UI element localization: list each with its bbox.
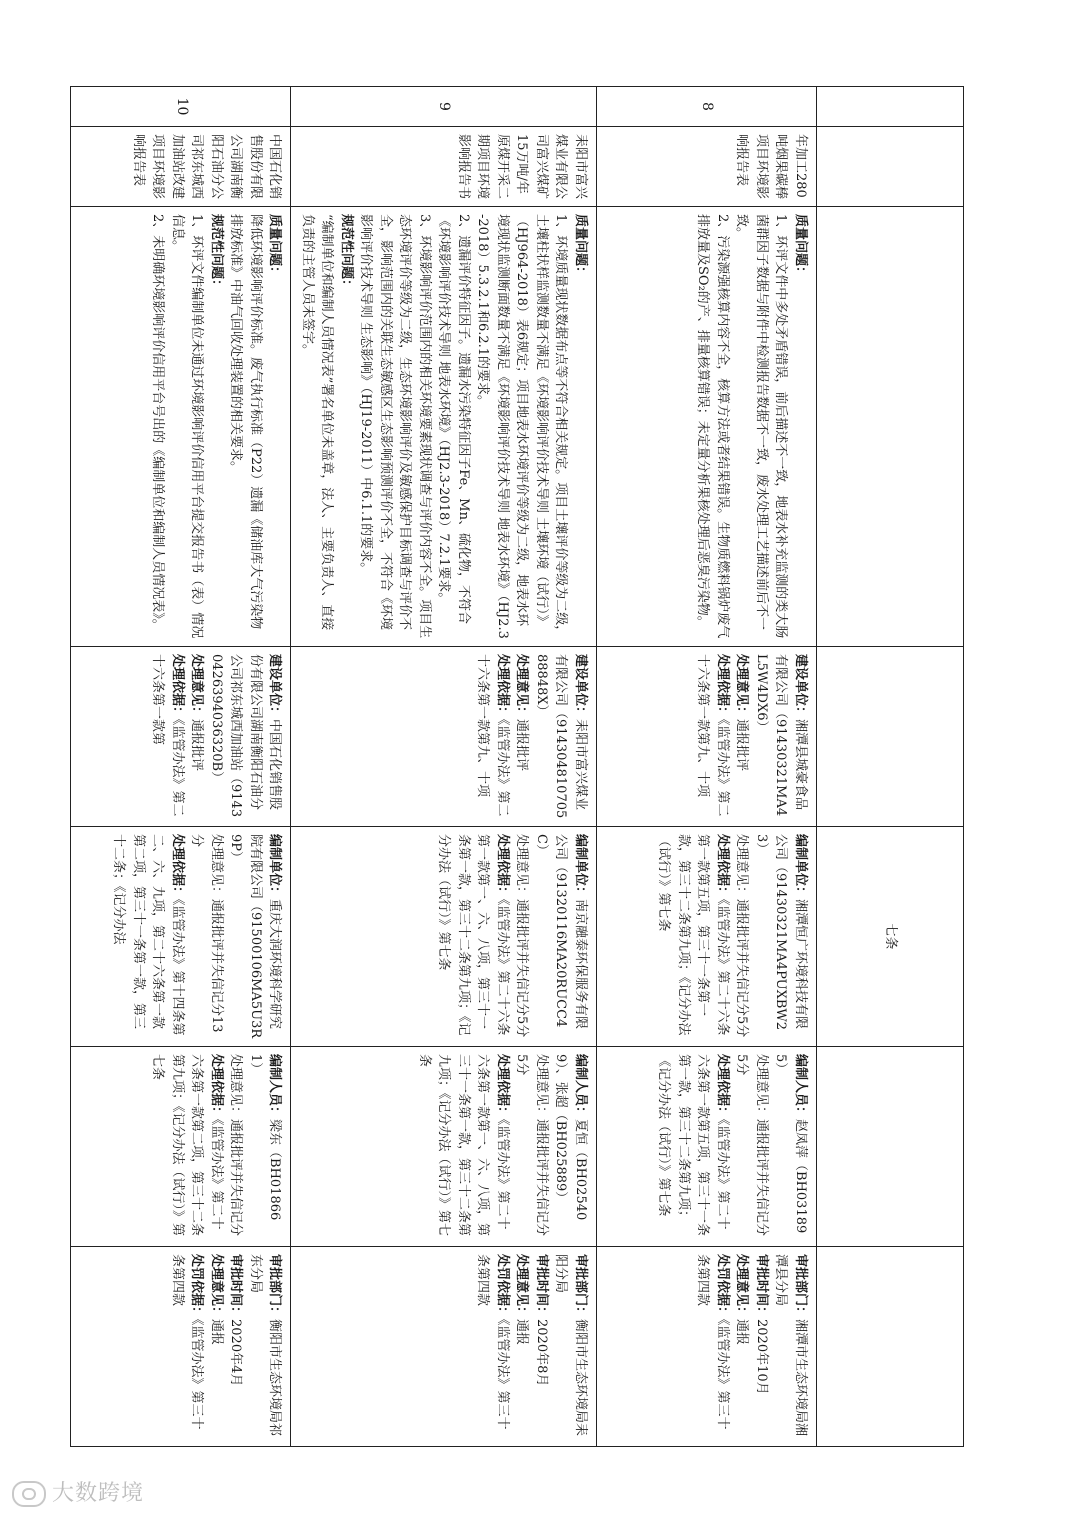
compiler-person-score: 处理意见：通报批评并失信记分 (228, 1054, 244, 1237)
builder-name: 中国石化销售股份有限公司湖南衡阳石油分公司祁东城西加油站（91430426394036320B） (209, 654, 283, 818)
compiler-org-name: 重庆大润环境科学研究院有限公司（91500106MA5U3R9P） (228, 834, 283, 1039)
builder-opinion: 通报批评 (514, 719, 530, 772)
builder-cell (597, 647, 817, 827)
cell-blank (817, 207, 964, 647)
approval-cell (71, 1247, 291, 1447)
approval-time-label: 审批时间： (754, 1254, 769, 1320)
builder-cell (291, 647, 597, 827)
compiler-person-basis-label: 处理依据： (715, 1054, 730, 1120)
watermark-text: 大数跨境 (52, 1481, 145, 1506)
compiler-person-name: 梁东（BH018661） (248, 1054, 283, 1221)
builder-basis-label: 处理依据： (495, 654, 510, 720)
compiler-person-score: 处理意见：通报批评并失信记分5分 (514, 1054, 549, 1237)
compiler-person-label: 编制人员： (267, 1054, 283, 1120)
row-number: 9 (291, 87, 597, 127)
compiler-org-cell (291, 827, 597, 1047)
quality-item: 2、污染源强核算内容不全，核算方法或者结果错误。生物质燃料锅炉废气排放量及SO₂的产、排量核算错误；未定量分析果核处理后恶臭污染物。 (695, 214, 730, 639)
cell-blank (817, 127, 964, 207)
compiler-org-basis: 《监管办法》第二十六条第一款第一、六、八项，第三十一条第一款，第三十二条第九项；《记分办法（试行）》第七条 (436, 834, 510, 1036)
compiler-org-score: 处理意见：通报批评并失信记分13分 (189, 834, 224, 1033)
approval-dept: 衡阳市生态环境局耒阳分局 (553, 1254, 588, 1437)
issues-cell (291, 207, 597, 647)
row-number: 10 (71, 87, 291, 127)
standard-item: 1、环评文件编制单位未通过环境影响评价信用平台提交报告书（表）情况信息。 (170, 214, 205, 639)
quality-item: 3、环境影响评价范围内的相关环境要素现状调查与评价内容不全。项目生态环境评价等级为二级，生态环境影响评价及敏感保护目标调查与评价不全，影响范围内的关联生态敏感区生态影响预测评价不全，不符合《环境影响评价技术导则 生态影响》（HJ19-2011）中6.1.1的要求。 (358, 214, 432, 639)
approval-opinion: 通报 (734, 1319, 750, 1346)
quality-item: 降低环境影响评价标准。废气执行标准（P22）遗漏《储油库大气污染物排放标准》中油气回收处理装置的相关要求。 (228, 214, 263, 630)
builder-cell (71, 647, 291, 827)
compiler-org-basis: 《监管办法》第二十六条第一款第五项，第三十一条第一款，第三十二条第九项；《记分办法（试行）》第七条 (656, 834, 730, 1036)
table-row (817, 87, 964, 1447)
cell-blank (817, 647, 964, 827)
compiler-org-label: 编制单位： (793, 834, 808, 900)
compiler-person-cell (291, 1047, 597, 1247)
column-header: 七条 (882, 923, 898, 950)
compiler-org-cell (71, 827, 291, 1047)
compiler-person-basis: 《监管办法》第二十六条第一款第五项，第三十一条第一款，第三十二条第九项；《记分办法（试行）》第七条 (656, 1054, 730, 1237)
approval-basis-label: 处罚依据： (715, 1254, 730, 1320)
approval-basis: 《监管办法》第三十条第四款 (475, 1254, 510, 1430)
builder-label: 建设单位： (793, 654, 808, 720)
quality-title: 质量问题： (267, 214, 283, 280)
compiler-person-label: 编制人员： (793, 1054, 808, 1120)
approval-opinion-label: 处理意见： (514, 1254, 530, 1320)
builder-opinion: 通报批评 (734, 719, 750, 772)
compiler-person-name: 夏恒（BH025409）、张超（BH025889） (553, 1054, 588, 1221)
builder-basis: 《监管办法》第二十六条第一款第九、十项 (475, 654, 510, 817)
approval-time: 2020年4月 (228, 1319, 244, 1387)
compiler-org-basis: 《监管办法》第十四条第二、六、九项，第二十六条第一款第二项，第三十一条第一款，第三十二条；《记分办法 (111, 834, 185, 1036)
compiler-org-label: 编制单位： (267, 834, 283, 900)
compiler-person-basis: 《监管办法》第二十六条第一款第二项，第三十二条第九项；《记分办法（试行）》第七条 (150, 1054, 224, 1237)
column-header-cell (817, 827, 964, 1047)
builder-label: 建设单位： (267, 654, 283, 720)
quality-title: 质量问题： (793, 214, 808, 280)
row-number: 8 (597, 87, 817, 127)
logo-icon (12, 1481, 46, 1507)
builder-basis: 《监管办法》第二十六条第一款第九、十项 (695, 654, 730, 817)
standard-title: 规范性问题： (209, 214, 224, 293)
watermark (12, 1476, 144, 1507)
compiler-org-score: 处理意见：通报批评并失信记分5分 (514, 834, 530, 1038)
builder-opinion-label: 处理意见： (734, 654, 750, 720)
cell-blank (817, 1047, 964, 1247)
approval-opinion-label: 处理意见： (209, 1254, 224, 1320)
approval-opinion: 通报 (514, 1319, 530, 1346)
approval-dept: 衡阳市生态环境局祁东分局 (248, 1254, 283, 1437)
compiler-person-basis-label: 处理依据： (495, 1054, 510, 1120)
builder-opinion-label: 处理意见： (189, 654, 205, 720)
project-name: 年加工280吨烟果碳棒项目环境影响报告表 (597, 127, 817, 207)
quality-item: 1、环境质量现状数据布点等不符合相关规定。项目土壤评价等级为二级，土壤柱状样监测数量不满足《环境影响评价技术导则 土壤环境（试行）》（HJ964-2018）表6规定；项目地表水环境评价等级为二级，地表水环境现状监测断面数量不满足《环境影响评价技术导则 地表水环境》（HJ2.3-2018）5.3.2.1和6.2.1的要求。 (475, 214, 569, 639)
cell-blank (817, 87, 964, 127)
approval-cell (597, 1247, 817, 1447)
compiler-org-name: 南京融泰环保服务有限公司（91320116MA20RUCC4C） (534, 834, 588, 1030)
issues-cell (71, 207, 291, 647)
standard-item: 2、未明确环境影响评价信用平台号出的《编制单位和编制人员情况表》。 (150, 214, 166, 632)
compiler-org-cell (597, 827, 817, 1047)
approval-opinion: 通报 (209, 1319, 224, 1346)
compiler-person-cell (71, 1047, 291, 1247)
standard-title: 规范性问题： (339, 214, 354, 293)
violations-table (71, 86, 965, 1447)
compiler-person-label: 编制人员： (573, 1054, 588, 1120)
builder-name: 耒阳市富兴煤业有限公司（91430481070588848X） (534, 654, 588, 819)
approval-time: 2020年10月 (754, 1319, 769, 1395)
approval-basis-label: 处罚依据： (189, 1254, 205, 1320)
project-name: 耒阳市富兴煤业有限公司富兴煤矿15万吨/年原煤开采二期项目环境影响报告书 (291, 127, 597, 207)
compiler-person-basis: 《监管办法》第二十六条第一款第一、六、八项，第三十一条第一款，第三十二条第九项；《记分办法（试行）》第七条 (417, 1054, 510, 1237)
compiler-org-label: 编制单位： (573, 834, 588, 900)
approval-time-label: 审批时间： (228, 1254, 244, 1320)
builder-basis: 《监管办法》第二十六条第一款第 (150, 654, 185, 817)
rotated-table-page (111, 86, 964, 1446)
builder-label: 建设单位： (573, 654, 588, 720)
approval-basis: 《监管办法》第三十条第四款 (170, 1254, 205, 1430)
approval-time: 2020年8月 (534, 1319, 549, 1387)
builder-basis-label: 处理依据： (170, 654, 185, 720)
approval-dept-label: 审批部门： (793, 1254, 808, 1320)
compiler-person-score: 处理意见：通报批评并失信记分5分 (734, 1054, 769, 1237)
builder-basis-label: 处理依据： (715, 654, 730, 720)
compiler-person-cell (597, 1047, 817, 1247)
compiler-org-name: 湘潭恒广环境科技有限公司（91430321MA4PUXBW23） (754, 834, 808, 1031)
approval-basis-label: 处罚依据： (495, 1254, 510, 1320)
approval-opinion-label: 处理意见： (734, 1254, 750, 1320)
table-row (291, 87, 597, 1447)
approval-cell (291, 1247, 597, 1447)
compiler-org-score: 处理意见：通报批评并失信记分5分 (734, 834, 750, 1038)
builder-opinion: 通报批评 (189, 719, 205, 772)
approval-dept-label: 审批部门： (573, 1254, 588, 1320)
builder-name: 湘潭县城豪食品有限公司（91430321MA4L5W4DX6） (754, 654, 808, 817)
approval-dept: 湘潭市生态环境局湘潭县分局 (773, 1254, 808, 1437)
compiler-org-basis-label: 处理依据： (170, 834, 185, 900)
quality-title: 质量问题： (573, 214, 588, 280)
project-name: 中国石化销售股份有限公司湖南衡阳石油分公司祁东城西加油站改建项目环境影响报告表 (71, 127, 291, 207)
cell-blank (817, 1247, 964, 1447)
quality-item: 1、环评文件中多处矛盾错误，前后描述不一致，地表水补充监测的类大肠菌群因子数据与附件中检测报告数据不一致，废水处理工艺描述前后不一致。 (734, 214, 789, 639)
approval-time-label: 审批时间： (534, 1254, 549, 1320)
standard-item: “编制单位和编制人员情况表”署名单位未盖章，法人、主要负责人、直接负责的主管人员未签字。 (300, 214, 335, 631)
table-row (597, 87, 817, 1447)
approval-basis: 《监管办法》第三十条第四款 (695, 1254, 730, 1430)
approval-dept-label: 审批部门： (267, 1254, 283, 1320)
compiler-org-basis-label: 处理依据： (495, 834, 510, 900)
issues-cell (597, 207, 817, 647)
builder-opinion-label: 处理意见： (514, 654, 530, 720)
table-row (71, 87, 291, 1447)
compiler-org-basis-label: 处理依据： (715, 834, 730, 900)
compiler-person-basis-label: 处理依据： (209, 1054, 224, 1120)
compiler-person-name: 赵凤萍（BH031895） (773, 1054, 808, 1234)
quality-item: 2、遗漏评价特征因子。遗漏水污染特征因子Fe、Mn、硫化物，不符合《环境影响评价技术导则 地表水环境》（HJ2.3-2018）7.2.1要求。 (436, 214, 471, 624)
